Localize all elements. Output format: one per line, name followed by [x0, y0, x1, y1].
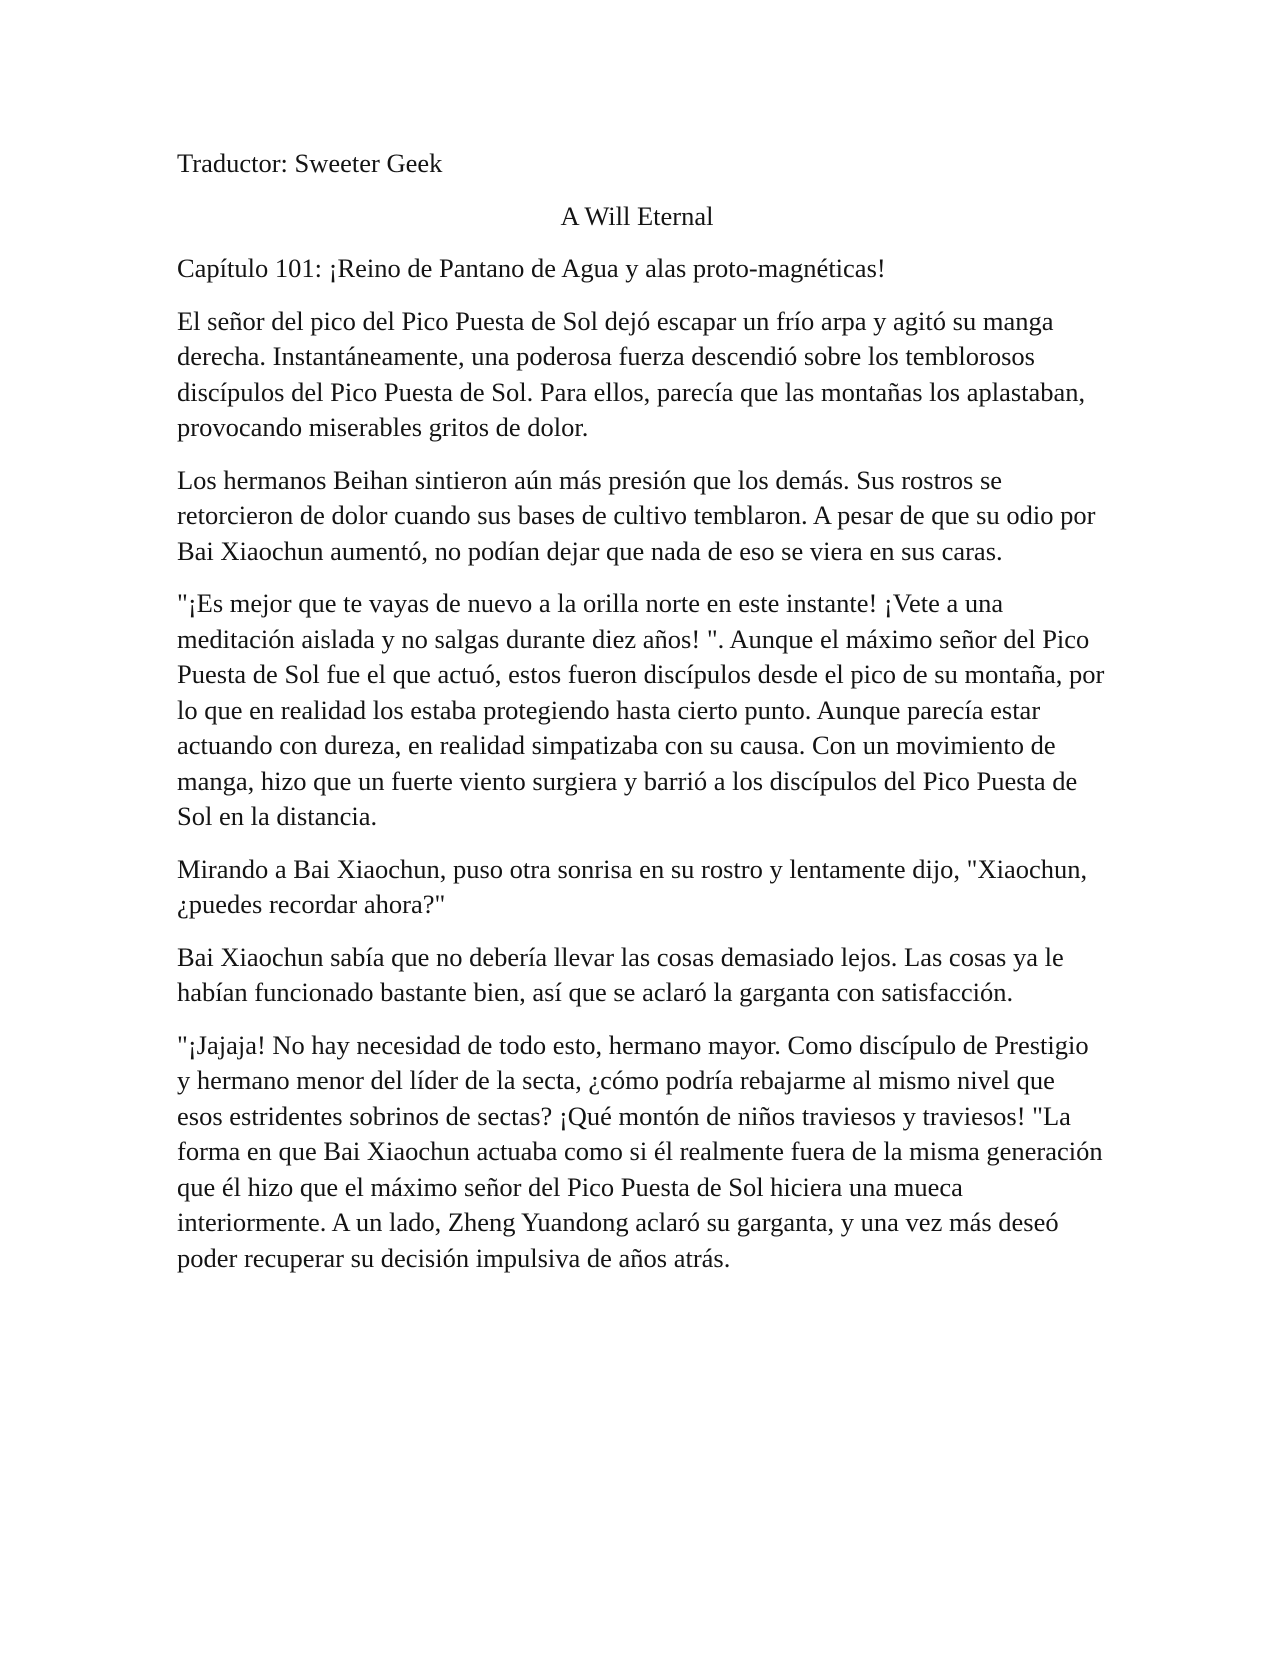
translator-credit: Traductor: Sweeter Geek [177, 148, 443, 178]
paragraph-4: Mirando a Bai Xiaochun, puso otra sonrisa en su rostro y lentamente dijo, "Xiaochun, ¿puedes recordar ahora?" [177, 853, 1088, 919]
book-title: A Will Eternal [560, 200, 714, 231]
paragraph-3: "¡Es mejor que te vayas de nuevo a la orilla norte en este instante! ¡Vete a una meditación aislada y no salgas durante diez años! ". Aunque el máximo señor del Pico Puesta de Sol fue el que actuó, estos fueron discípulos desde el pico de su montaña, por lo que en realidad los estaba protegiendo hasta cierto punto. Aunque parecía estar actuando con dureza, en realidad simpatizaba con su causa. Con un movimiento de manga, hizo que un fuerte viento surgiera y barrió a los discípulos del Pico Puesta de Sol en la distancia. [177, 588, 1105, 831]
document-body [177, 146, 1107, 1293]
paragraph-5: Bai Xiaochun sabía que no debería llevar las cosas demasiado lejos. Las cosas ya le habían funcionado bastante bien, así que se aclaró la garganta con satisfacción. [177, 941, 1064, 1007]
paragraph-1: El señor del pico del Pico Puesta de Sol dejó escapar un frío arpa y agitó su manga derecha. Instantáneamente, una poderosa fuerza descendió sobre los temblorosos discípulos del Pico Puesta de Sol. Para ellos, parecía que las montañas los aplastaban, provocando miserables gritos de dolor. [177, 305, 1086, 442]
chapter-title: Capítulo 101: ¡Reino de Pantano de Agua y alas proto-magnéticas! [177, 253, 886, 283]
paragraph-6: "¡Jajaja! No hay necesidad de todo esto, hermano mayor. Como discípulo de Prestigio y hermano menor del líder de la secta, ¿cómo podría rebajarme al mismo nivel que esos estridentes sobrinos de sectas? ¡Qué montón de niños traviesos y traviesos! "La forma en que Bai Xiaochun actuaba como si él realmente fuera de la misma generación que él hizo que el máximo señor del Pico Puesta de Sol hiciera una mueca interiormente. A un lado, Zheng Yuandong aclaró su garganta, y una vez más deseó poder recuperar su decisión impulsiva de años atrás. [177, 1029, 1103, 1273]
paragraph-2: Los hermanos Beihan sintieron aún más presión que los demás. Sus rostros se retorcieron de dolor cuando sus bases de cultivo temblaron. A pesar de que su odio por Bai Xiaochun aumentó, no podían dejar que nada de eso se viera en sus caras. [177, 464, 1096, 566]
